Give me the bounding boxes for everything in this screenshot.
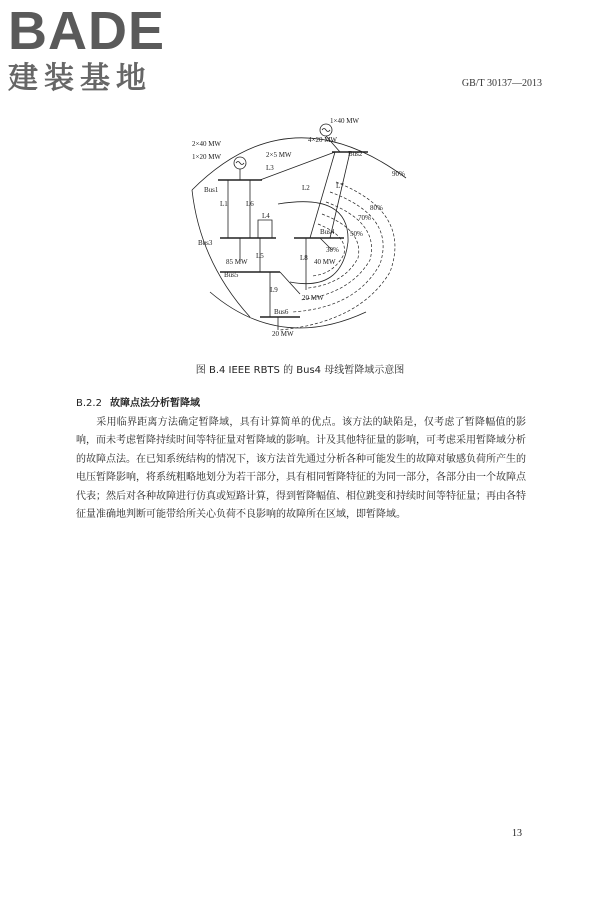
label-l7: L7 bbox=[336, 182, 344, 190]
label-load-40mw: 40 MW bbox=[314, 258, 336, 266]
label-bus6: Bus6 bbox=[274, 308, 289, 316]
label-load-20mw-bus6: 20 MW bbox=[272, 330, 294, 338]
section-heading bbox=[76, 394, 200, 409]
label-bus1: Bus1 bbox=[204, 186, 219, 194]
label-gen-2x5: 2×5 MW bbox=[266, 151, 292, 159]
label-gen-1x40: 1×40 MW bbox=[330, 117, 360, 125]
generator-bus1-wave bbox=[236, 162, 244, 165]
logo bbox=[8, 1, 166, 96]
label-l2: L2 bbox=[302, 184, 310, 192]
label-contour-50: 50% bbox=[350, 230, 363, 238]
line-l4-box bbox=[258, 220, 272, 238]
section-title: 故障点法分析暂降域 bbox=[109, 398, 200, 409]
label-l8: L8 bbox=[300, 254, 308, 262]
label-l3: L3 bbox=[266, 164, 274, 172]
page-number: 13 bbox=[512, 828, 522, 839]
label-l4: L4 bbox=[262, 212, 270, 220]
label-l5: L5 bbox=[256, 252, 264, 260]
label-contour-70: 70% bbox=[358, 214, 371, 222]
label-l9: L9 bbox=[270, 286, 278, 294]
label-contour-90: 90% bbox=[392, 170, 405, 178]
section-number: B.2.2 bbox=[76, 398, 102, 409]
label-bus4: Bus4 bbox=[320, 228, 335, 236]
line-l2 bbox=[310, 152, 335, 238]
label-bus3: Bus3 bbox=[198, 239, 213, 247]
outer-boundary-arc bbox=[192, 138, 406, 190]
logo-chinese: 建装基地 bbox=[8, 61, 152, 96]
region-inner-solid bbox=[278, 202, 348, 284]
label-contour-30: 30% bbox=[326, 246, 339, 254]
label-bus2: Bus2 bbox=[348, 150, 363, 158]
generator-bus2-wave bbox=[322, 129, 330, 132]
label-gen-2x40: 2×40 MW bbox=[192, 140, 222, 148]
label-l6: L6 bbox=[246, 200, 254, 208]
standard-number: GB/T 30137—2013 bbox=[461, 78, 542, 89]
label-gen-1x20: 1×20 MW bbox=[192, 153, 222, 161]
label-load-20mw-bus5: 20 MW bbox=[302, 294, 324, 302]
paragraph-1 bbox=[76, 414, 526, 524]
figure-bus4-sag-domain bbox=[180, 112, 420, 340]
outer-boundary-left bbox=[192, 190, 250, 317]
label-load-85mw: 85 MW bbox=[226, 258, 248, 266]
paragraph-2-text: 在已知系统结构的情况下，该方法首先通过分析各种可能发生的故障对敏感负荷所产生的电压暂降影响，将系统粗略地划分为若干部分，具有相同暂降特征的为同一部分，各部分由一个故障点代表；然后对各种故障进行仿真或短路计算，得到暂降幅值、相位跳变和持续时间等特征量；再由各特征量准确地判断可能带给所关心负荷不良影响的故障所在区域，即暂降域。 bbox=[76, 453, 526, 521]
logo-word: BADE bbox=[8, 1, 166, 61]
paragraph-1-text: 采用临界距离方法确定暂降域，具有计算简单的优点。该方法的缺陷是，仅考虑了暂降幅值的影响，而未考虑暂降持续时间等特征量对暂降域的影响。计及其他特征量的影响，可考虑采用暂降域分析的故障点法。 bbox=[76, 417, 526, 465]
line-l7 bbox=[330, 152, 350, 238]
label-gen-4x20: 4×20 MW bbox=[308, 136, 338, 144]
label-l1: L1 bbox=[220, 200, 228, 208]
label-contour-80: 80% bbox=[370, 204, 383, 212]
figure-caption: 图 B.4 IEEE RBTS 的 Bus4 母线暂降域示意图 bbox=[195, 365, 405, 376]
label-bus5: Bus5 bbox=[224, 271, 239, 279]
sag-domain-diagram bbox=[180, 112, 420, 340]
